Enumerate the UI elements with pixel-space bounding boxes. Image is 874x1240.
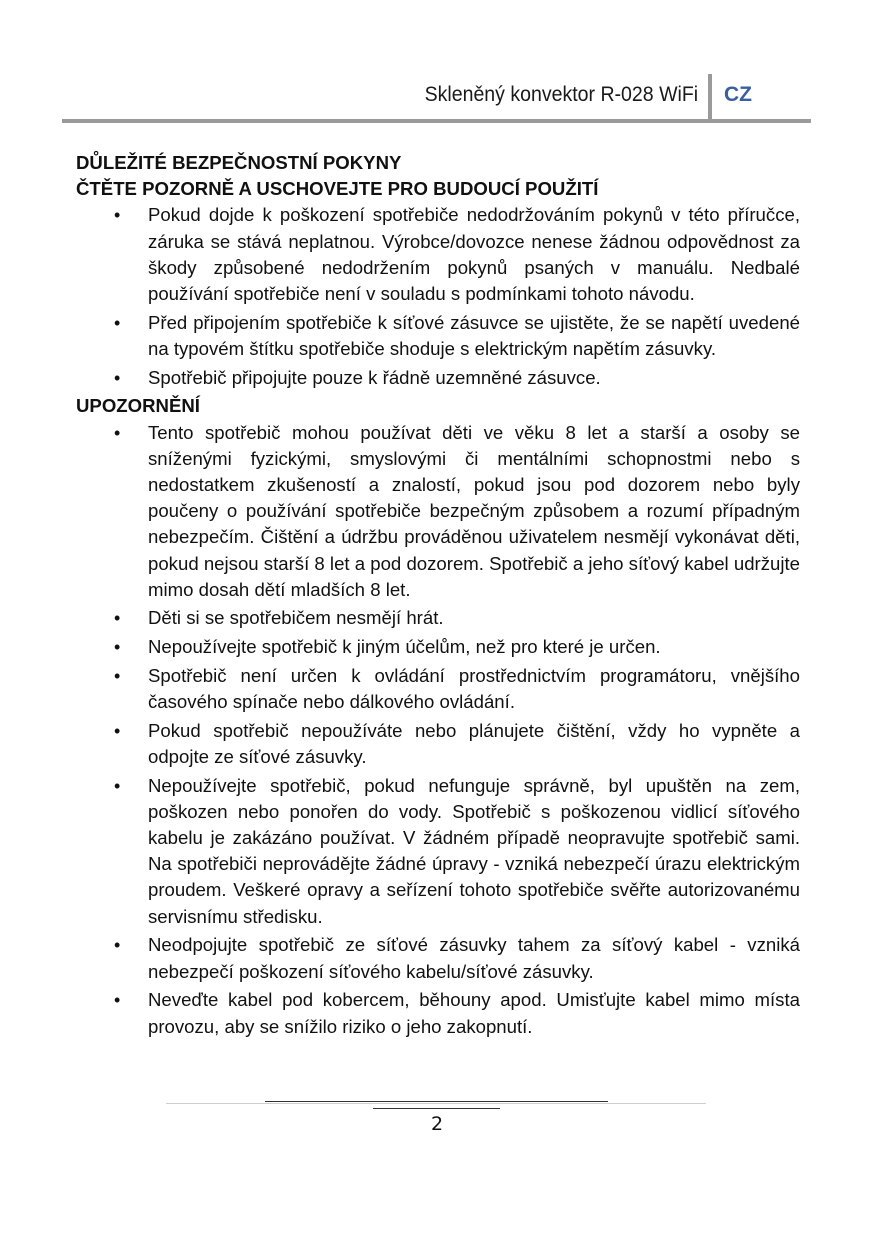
section-heading-safety: DŮLEŽITÉ BEZPEČNOSTNÍ POKYNY [76, 152, 402, 173]
section-heading-warning: UPOZORNĚNÍ [76, 395, 200, 417]
bullet-icon: • [114, 637, 121, 658]
bullet-icon: • [114, 608, 121, 629]
footer-rule-outer [166, 1103, 706, 1104]
safety-list [76, 202, 800, 390]
list-item [114, 605, 800, 631]
list-item [114, 202, 800, 307]
document-title: Skleněný konvektor R-028 WiFi [424, 83, 698, 106]
list-item [114, 310, 800, 362]
list-item [114, 420, 800, 603]
list-item [114, 987, 800, 1039]
list-item [114, 718, 800, 770]
bullet-icon: • [114, 205, 121, 226]
list-item-text: Neodpojujte spotřebič ze síťové zásuvky tahem za síťový kabel - vzniká nebezpečí poškození síťového kabelu/síťové zásuvky. [148, 934, 800, 982]
list-item-text: Neveďte kabel pod kobercem, běhouny apod. Umisťujte kabel mimo místa provozu, aby se snížilo riziko o jeho zakopnutí. [148, 989, 800, 1037]
language-code: CZ [724, 83, 752, 106]
list-item [114, 932, 800, 984]
list-item [114, 365, 800, 391]
footer-rule-middle [265, 1101, 608, 1102]
bullet-icon: • [114, 720, 121, 741]
list-item-text: Před připojením spotřebiče k síťové zásuvce se ujistěte, že se napětí uvedené na typovém štítku spotřebiče shoduje s elektrickým napětím zásuvky. [148, 311, 800, 359]
list-item-text: Tento spotřebič mohou používat děti ve věku 8 let a starší a osoby se sníženými fyzickými, smyslovými či mentálními schopnostmi nebo s nedostatkem zkušeností a znalostí, pokud jsou pod dozorem nebo byly poučeny o používání spotřebiče bezpečným způsobem a rozumí případným nebezpečím. Čištění a údržbu prováděnou uživatelem nesmějí vykonávat děti, pokud nejsou starší 8 let a pod dozorem. Spotřebič a jeho síťový kabel udržujte mimo dosah dětí mladších 8 let. [148, 421, 800, 600]
page-number: 2 [430, 1113, 444, 1135]
list-item-text: Spotřebič není určen k ovládání prostřednictvím programátoru, vnějšího časového spínače nebo dálkového ovládání. [148, 664, 800, 713]
page-content [76, 150, 800, 1042]
list-item-text: Děti si se spotřebičem nesmějí hrát. [148, 607, 444, 629]
header-rule [62, 119, 811, 123]
warning-list [76, 420, 800, 1040]
list-item-text: Nepoužívejte spotřebič k jiným účelům, než pro které je určen. [148, 636, 661, 658]
list-item-text: Pokud spotřebič nepoužíváte nebo plánujete čištění, vždy ho vypněte a odpojte ze síťové zásuvky. [148, 719, 800, 767]
bullet-icon: • [114, 775, 121, 796]
header-divider [708, 74, 712, 120]
bullet-icon: • [114, 665, 121, 686]
bullet-icon: • [114, 367, 121, 388]
list-item-text: Spotřebič připojujte pouze k řádně uzemněné zásuvce. [148, 366, 601, 388]
list-item-text: Nepoužívejte spotřebič, pokud nefunguje správně, byl upuštěn na zem, poškozen nebo ponořen do vody. Spotřebič s poškozenou vidlicí síťového kabelu je zakázáno používat. V žádném případě neopravujte spotřebič sami. Na spotřebiči neprovádějte žádné úpravy - vzniká nebezpečí úrazu elektrickým proudem. Veškeré opravy a seřízení tohoto spotřebiče svěřte autorizovanému servisnímu středisku. [148, 774, 800, 927]
bullet-icon: • [114, 935, 121, 956]
bullet-icon: • [114, 312, 121, 333]
bullet-icon: • [114, 990, 121, 1011]
bullet-icon: • [114, 422, 121, 443]
list-item [114, 663, 800, 715]
list-item [114, 634, 800, 660]
section-subheading-read-carefully: ČTĚTE POZORNĚ A USCHOVEJTE PRO BUDOUCÍ POUŽITÍ [76, 178, 599, 200]
list-item-text: Pokud dojde k poškození spotřebiče nedodržováním pokynů v této příručce, záruka se stává neplatnou. Výrobce/dovozce nenese žádnou odpovědnost za škody způsobené nedodržením pokynů psaných v manuálu. Nedbalé používání spotřebiče není v souladu s podmínkami tohoto návodu. [148, 204, 800, 305]
footer-rule-inner [373, 1108, 500, 1109]
list-item [114, 773, 800, 930]
